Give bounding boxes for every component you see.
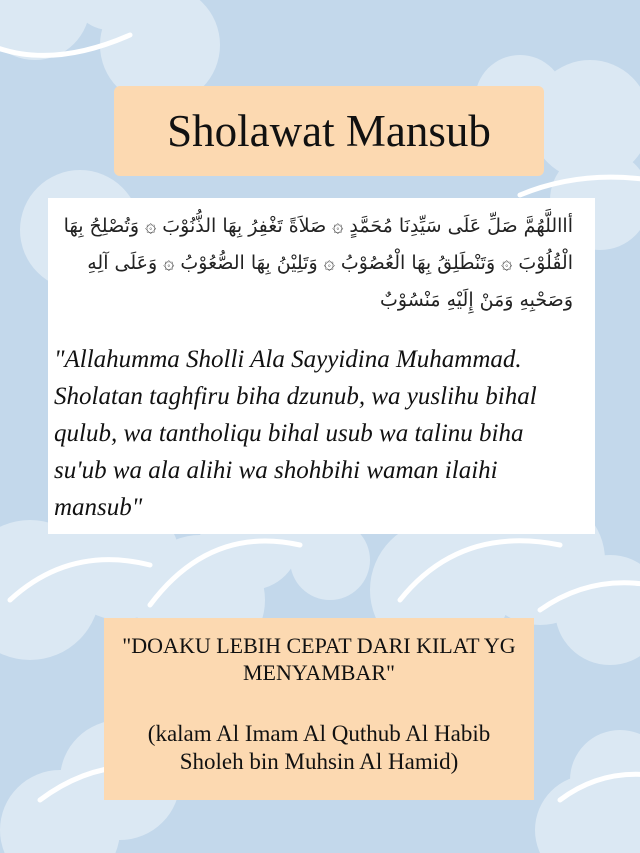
quote-text: "DOAKU LEBIH CEPAT DARI KILAT YG MENYAMBAR" <box>122 633 516 685</box>
transliteration-text: "Allahumma Sholli Ala Sayyidina Muhammad. Sholatan taghfiru biha dzunub, wa yuslihu bihal qulub, wa tantholiqu bihal usub wa talinu biha su'ub wa ala alihi wa shohbihi waman ilaihi mansub" <box>54 346 537 521</box>
page-title: Sholawat Mansub <box>167 106 491 156</box>
title-card <box>114 86 544 176</box>
prayer-panel <box>48 198 595 534</box>
arabic-prayer-text: أااللَّهُمَّ صَلِّ عَلَى سَيِّدِنَا مُحَمَّدٍ ۞ صَلاَةً تَغْفِرُ بِهَا الذُّنُوْبَ ۞ وَتُصْلِحُ بِهَا الْقُلُوْبَ ۞ وَتَنْطَلِقُ بِهَا الْعُصُوْبُ ۞ وَتَلِيْنُ بِهَا الصُّعُوْبُ ۞ وَعَلَى آلِهِ وَصَحْبِهِ وَمَنْ إِلَيْهِ مَنْسُوْبٌ <box>63 215 573 311</box>
quote-card <box>104 618 534 800</box>
quote-attribution: (kalam Al Imam Al Quthub Al Habib Sholeh bin Muhsin Al Hamid) <box>147 721 491 774</box>
